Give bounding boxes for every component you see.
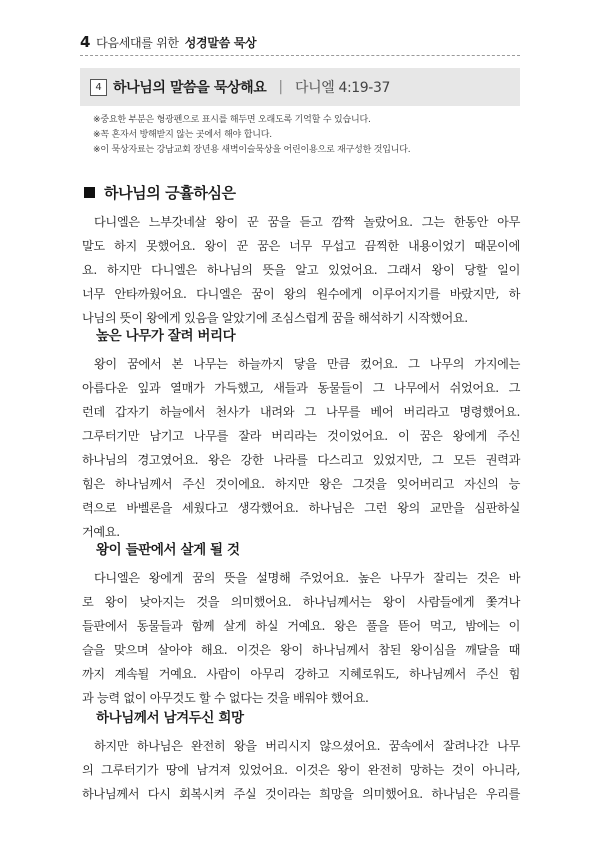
text-line: 력으로 바벨론을 세웠다고 생각했어요. 하나님은 그런 왕의 교만을 심판하실: [82, 501, 520, 515]
text-line: 과 능력 없이 아무것도 할 수 없다는 것을 배워야 했어요.: [82, 691, 369, 705]
lesson-number-badge: 4: [90, 79, 107, 96]
text-line: 런데 갑자기 하늘에서 천사가 내려와 그 나무를 베어 버리라고 명령했어요.: [82, 405, 520, 419]
scripture-reference: 다니엘 4:19-37: [295, 80, 390, 96]
header-subtitle: 다음세대를 위한: [96, 36, 179, 50]
paragraph-tree: [82, 352, 520, 544]
running-header: [80, 33, 256, 51]
text-line: 다니엘은 왕에게 꿈의 뜻을 설명해 주었어요. 높은 나무가 잘리는 것은 바: [94, 571, 520, 585]
square-bullet-icon: [84, 187, 95, 198]
subheading-tree: 높은 나무가 잘려 버리다: [96, 328, 236, 344]
paragraph-hope: [82, 734, 520, 806]
note-item: ※중요한 부분은 형광펜으로 표시를 해두면 오래도록 기억할 수 있습니다.: [93, 115, 371, 125]
book-title: 성경말씀 묵상: [184, 36, 257, 50]
lesson-title-box: [80, 68, 520, 106]
paragraph-intro: [82, 210, 520, 330]
text-line: 힘은 하나님께서 주신 것이에요. 하지만 왕은 그것을 잊어버리고 자신의 능: [82, 477, 520, 491]
text-line: 하나님의 경고였어요. 왕은 강한 나라를 다스리고 있었지만, 그 모든 권력과: [82, 453, 520, 467]
text-line: 나님의 뜻이 왕에게 있음을 알았기에 조심스럽게 꿈을 해석하기 시작했어요.: [82, 311, 468, 325]
text-line: 왕이 꿈에서 본 나무는 하늘까지 닿을 만큼 컸어요. 그 나무의 가지에는: [94, 357, 520, 371]
text-line: 아름다운 잎과 열매가 가득했고, 새들과 동물들이 그 나무에서 쉬었어요. 그: [82, 381, 520, 395]
text-line: 들판에서 동물들과 함께 살게 하실 거예요. 왕은 풀을 뜯어 먹고, 밤에는 이: [82, 619, 520, 633]
note-item: ※꼭 혼자서 방해받지 않는 곳에서 해야 합니다.: [93, 130, 272, 140]
header-divider: [80, 55, 520, 57]
text-line: 말도 하지 못했어요. 왕이 꾼 꿈은 너무 무섭고 끔찍한 내용이었기 때문이에: [82, 239, 520, 253]
subheading-field: 왕이 들판에서 살게 될 것: [96, 542, 240, 558]
text-line: 의 그루터기가 땅에 남겨져 있었어요. 이것은 왕이 완전히 망하는 것이 아니라,: [82, 763, 520, 777]
text-line: 요. 하지만 다니엘은 하나님의 뜻을 알고 있었어요. 그래서 왕이 당할 일이: [82, 263, 520, 277]
text-line: 거예요.: [82, 525, 120, 539]
title-separator: |: [278, 79, 284, 95]
lesson-title: 하나님의 말씀을 묵상해요: [113, 80, 267, 96]
text-line: 슬을 맞으며 살아야 해요. 이것은 왕이 하나님께서 참된 왕이심을 깨달을 때: [82, 643, 520, 657]
note-item: ※이 묵상자료는 강남교회 장년용 새벽이슬묵상을 어린이용으로 재구성한 것입니다.: [93, 145, 411, 155]
section-heading-text: 하나님의 긍휼하심은: [104, 184, 236, 202]
page-number: 4: [80, 33, 91, 51]
notes-list: [93, 113, 513, 158]
text-line: 하지만 하나님은 완전히 왕을 버리시지 않으셨어요. 꿈속에서 잘려나간 나무: [94, 739, 520, 753]
section-heading: [84, 182, 236, 203]
text-line: 너무 안타까웠어요. 다니엘은 꿈이 왕의 원수에게 이루어지기를 바랐지만, 하: [82, 287, 520, 301]
text-line: 하나님께서 다시 회복시켜 주실 것이라는 희망을 의미했어요. 하나님은 우리를: [82, 787, 520, 801]
text-line: 까지 계속될 거예요. 사람이 아무리 강하고 지혜로워도, 하나님께서 주신 힘: [82, 667, 520, 681]
paragraph-field: [82, 566, 520, 710]
text-line: 로 왕이 낮아지는 것을 의미했어요. 하나님께서는 왕이 사람들에게 쫓겨나: [82, 595, 520, 609]
text-line: 그루터기만 남기고 나무를 잘라 버리라는 것이었어요. 이 꿈은 왕에게 주신: [82, 429, 520, 443]
subheading-hope: 하나님께서 남겨두신 희망: [96, 710, 244, 726]
text-line: 다니엘은 느부갓네살 왕이 꾼 꿈을 듣고 깜짝 놀랐어요. 그는 한동안 아무: [94, 215, 520, 229]
